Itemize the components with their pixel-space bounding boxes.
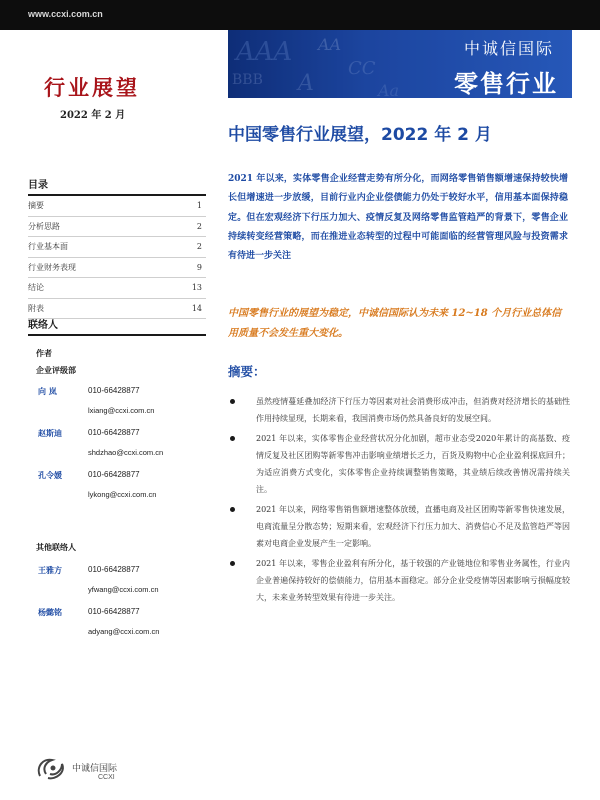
- website-url[interactable]: www.ccxi.com.cn: [28, 9, 103, 19]
- toc-heading: 目录: [28, 176, 206, 196]
- report-date: 2022 年 2 月: [60, 110, 126, 121]
- bullet-icon: [230, 399, 235, 404]
- page-title: 中国零售行业展望，2022 年 2 月: [228, 125, 492, 145]
- list-item-text: 2021 年以来，网络零售销售额增速整体放缓，直播电商及社区团购等新零售快速发展，电商流量呈分散态势；短期来看，宏观经济下行压力加大、消费信心不足及监管趋严等因素对电商企业发展产生一定影响。: [256, 505, 570, 548]
- svg-text:A: A: [298, 71, 314, 96]
- contact-email[interactable]: lxiang@ccxi.com.cn: [88, 406, 155, 415]
- contact-phone: 010-66428877: [88, 607, 140, 616]
- contact-email[interactable]: lykong@ccxi.com.cn: [88, 490, 157, 499]
- contact-phone: 010-66428877: [88, 565, 140, 574]
- contact-email[interactable]: shdzhao@ccxi.com.cn: [88, 448, 164, 457]
- toc-item-page: 2: [196, 221, 202, 231]
- logo-english-name: CCXI: [98, 774, 115, 781]
- list-item: [228, 431, 570, 498]
- toc-item[interactable]: [28, 258, 206, 279]
- svg-text:CC: CC: [348, 58, 376, 79]
- svg-text:AAA: AAA: [236, 37, 293, 67]
- toc-item-label: 分析思路: [28, 221, 60, 231]
- toc-item-page: 9: [196, 262, 202, 272]
- list-item: [228, 394, 570, 427]
- toc-item-label: 摘要: [28, 201, 44, 210]
- contact-phone: 010-66428877: [88, 428, 140, 437]
- toc-item[interactable]: [28, 278, 206, 299]
- list-item: [228, 556, 570, 606]
- contact-email[interactable]: yfwang@ccxi.com.cn: [88, 585, 159, 594]
- contact-person: [28, 428, 206, 470]
- contact-name: 杨懿铭: [38, 607, 62, 617]
- toc-item-page: 14: [191, 303, 202, 313]
- table-of-contents: [28, 176, 206, 319]
- toc-item-label: 行业基本面: [28, 242, 68, 251]
- contact-person: [28, 386, 206, 428]
- logo-chinese-name: 中诚信国际: [72, 764, 118, 774]
- abstract-list: [228, 394, 570, 610]
- contact-phone: 010-66428877: [88, 470, 140, 479]
- svg-text:BBB: BBB: [232, 72, 263, 88]
- contact-person: [28, 470, 206, 512]
- contact-email[interactable]: adyang@ccxi.com.cn: [88, 627, 160, 636]
- bullet-icon: [230, 507, 235, 512]
- contact-name: 向 岚: [38, 386, 57, 396]
- bullet-icon: [230, 561, 235, 566]
- header-banner: [228, 30, 572, 98]
- bullet-icon: [230, 436, 235, 441]
- author-label: 作者: [36, 348, 52, 358]
- toc-item-label: 附表: [28, 303, 44, 313]
- toc-item-page: 2: [196, 242, 202, 251]
- brand-name: 中诚信国际: [463, 39, 554, 58]
- toc-item-page: 1: [196, 201, 202, 210]
- toc-item-page: 13: [191, 283, 202, 292]
- abstract-heading: 摘要：: [228, 364, 266, 379]
- department-label: 企业评级部: [36, 365, 76, 375]
- toc-item[interactable]: [28, 196, 206, 217]
- other-contacts-label: 其他联络人: [36, 542, 76, 552]
- toc-item[interactable]: [28, 217, 206, 238]
- contact-person: [28, 607, 206, 649]
- summary-lead: 2021 年以来，实体零售企业经营走势有所分化，而网络零售销售额增速保持较快增长但增速进一步放缓，目前行业内企业偿债能力仍处于较好水平，信用基本面保持稳定。但在宏观经济下行压力加大、疫情反复及网络零售监管趋严的背景下，零售企业持续转变经营策略，而在推进业态转型的过程中可能面临的经营管理风险与投资需求有待进一步关注: [228, 174, 568, 262]
- ccxi-logo-icon: [34, 754, 70, 784]
- report-type: 行业展望: [44, 76, 140, 100]
- top-bar: [0, 0, 600, 30]
- svg-text:AA: AA: [318, 35, 342, 54]
- list-item: [228, 502, 570, 552]
- contacts-section: [28, 316, 206, 649]
- toc-item-label: 行业财务表现: [28, 262, 76, 272]
- toc-item[interactable]: [28, 237, 206, 258]
- svg-text:Aa: Aa: [378, 81, 400, 98]
- list-item-text: 2021 年以来，实体零售企业经营状况分化加剧，超市业态受2020年累计的高基数、疫情反复及社区团购等新零售冲击影响业绩增长乏力，百货及购物中心企业盈利探底回升；为适应消费方式变化，实体零售企业持续调整销售策略，其业绩后续改善情况需持续关注。: [256, 434, 570, 494]
- sector-title: 零售行业: [454, 70, 558, 98]
- contact-name: 孔令媛: [38, 470, 62, 480]
- contact-person: [28, 565, 206, 607]
- contacts-heading: 联络人: [28, 316, 206, 336]
- list-item-text: 虽然疫情蔓延叠加经济下行压力等因素对社会消费形成冲击，但消费对经济增长的基础性作用持续显现，长期来看，我国消费市场仍然具备良好的发展空间。: [256, 397, 570, 423]
- list-item-text: 2021 年以来，零售企业盈利有所分化，基于较强的产业链地位和零售业务属性，行业内企业普遍保持较好的偿债能力，信用基本面稳定。部分企业受疫情等因素影响亏损幅度较大，未来业务转型效果有待进一步关注。: [256, 559, 570, 602]
- contact-name: 赵斯迪: [38, 428, 62, 438]
- toc-item-label: 结论: [28, 283, 44, 292]
- outlook-highlight: 中国零售行业的展望为稳定，中诚信国际认为未来 12~18 个月行业总体信用质量不会发生重大变化。: [228, 308, 562, 339]
- footer-logo: [34, 752, 144, 786]
- contact-name: 王雅方: [38, 565, 62, 575]
- contact-phone: 010-66428877: [88, 386, 140, 395]
